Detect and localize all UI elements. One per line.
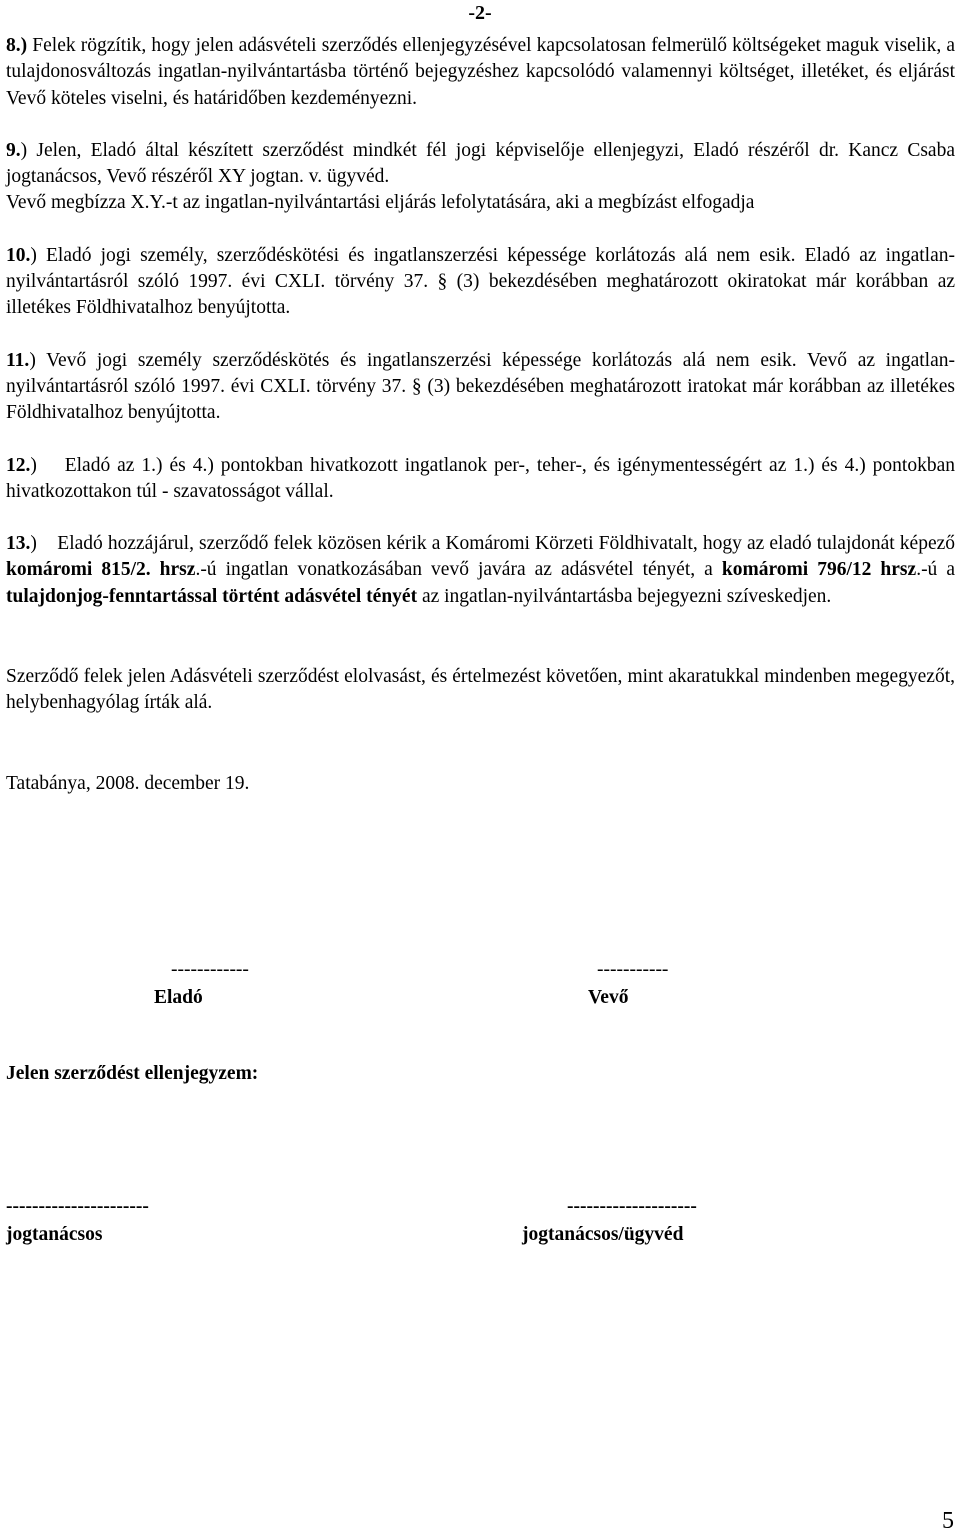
closing-text: Szerződő felek jelen Adásvételi szerződést elolvasást, és értelmezést követően, mint akaratukkal mindenben megegyezőt, helybenhagyólag írták alá. bbox=[6, 666, 955, 714]
paragraph-text: .-ú a bbox=[916, 559, 960, 581]
parcel-number-815: komáromi 815/2. hrsz bbox=[6, 559, 196, 581]
paragraph-text: az ingatlan-nyilvántartásba bejegyezni szíveskedjen. bbox=[417, 585, 832, 607]
paragraph-10 bbox=[6, 243, 955, 322]
signature-line: ------------ bbox=[171, 959, 249, 980]
paragraph-number: 12. bbox=[6, 454, 31, 476]
paragraph-number: 11. bbox=[6, 349, 30, 371]
paragraph-9-continuation bbox=[6, 190, 955, 216]
paragraph-text: ) Vevő jogi személy szerződéskötés és ingatlanszerzési képessége korlátozás alá nem esik. Vevő az ingatlan-nyilvántartásról szóló 1997. évi CXLI. törvény 37. § (3) bekezdésében meghatározott iratokat már korábban az illetékes Földhivatalhoz benyújtotta. bbox=[6, 349, 955, 424]
place-and-date bbox=[6, 771, 955, 797]
paragraph-number: 13. bbox=[6, 533, 31, 555]
closing-statement bbox=[6, 664, 955, 717]
countersign-heading-text: Jelen szerződést ellenjegyzem: bbox=[6, 1063, 259, 1084]
paragraph-text: ) Jelen, Eladó által készített szerződést mindkét fél jogi képviselője ellenjegyzi, Eladó részéről dr. Kancz Csaba jogtanácsos, Vevő részéről XY jogtan. v. ügyvéd. bbox=[6, 139, 955, 188]
paragraph-11 bbox=[6, 348, 955, 427]
paragraph-text: .-ú ingatlan vonatkozásában vevő javára az adásvétel tényét, a bbox=[195, 559, 722, 581]
buyer-signature bbox=[588, 956, 669, 1012]
paragraph-12 bbox=[6, 453, 960, 506]
counsel-right-label: jogtanácsos/ügyvéd bbox=[522, 1224, 684, 1245]
paragraph-text: Felek rögzítik, hogy jelen adásvételi szerződés ellenjegyzésével kapcsolatosan felmerülő költségeket maguk viselik, a tulajdonosváltozás ingatlan-nyilvántartásba történő bejegyzéshez kapcsolódó valamennyi költséget, illetéket, és eljárást Vevő köteles viselni, és határidőben kezdeményezni. bbox=[6, 35, 955, 109]
signature-line: ----------- bbox=[597, 959, 669, 980]
paragraph-number: 8.) bbox=[6, 35, 28, 56]
place-date-text: Tatabánya, 2008. december 19. bbox=[6, 772, 250, 794]
parcel-number-796: komáromi 796/12 hrsz bbox=[721, 559, 917, 581]
seller-label: Eladó bbox=[154, 987, 203, 1008]
page-number: 5 bbox=[942, 1508, 954, 1534]
buyer-label: Vevő bbox=[588, 987, 629, 1008]
paragraph-number: 9. bbox=[6, 139, 21, 161]
paragraph-9 bbox=[6, 138, 955, 191]
paragraph-text: Vevő megbízza X.Y.-t az ingatlan-nyilvántartási eljárás lefolytatására, aki a megbízást elfogadja bbox=[6, 192, 755, 214]
seller-signature bbox=[154, 956, 249, 1012]
paragraph-text: ) Eladó az 1.) és 4.) pontokban hivatkozott ingatlanok per-, teher-, és igénymentességért az 1.) és 4.) pontokban hivatkozottakon túl - szavatosságot vállal. bbox=[6, 454, 960, 502]
page-marker: -2- bbox=[468, 2, 492, 24]
counsel-left-label: jogtanácsos bbox=[6, 1224, 103, 1245]
signature-line: ---------------------- bbox=[6, 1196, 149, 1217]
paragraph-8 bbox=[6, 33, 955, 112]
signature-line: -------------------- bbox=[567, 1196, 697, 1217]
countersign-heading bbox=[6, 1060, 258, 1088]
paragraph-13 bbox=[6, 531, 960, 610]
counsel-left-signature bbox=[6, 1193, 149, 1249]
paragraph-number: 10. bbox=[6, 244, 31, 266]
paragraph-text: ) Eladó hozzájárul, szerződő felek közösen kérik a Komáromi Körzeti Földhivatalt, hogy az eladó tulajdonát képező bbox=[30, 533, 960, 555]
retention-of-title-phrase: tulajdonjog-fenntartással történt adásvétel tényét bbox=[6, 585, 418, 607]
counsel-right-signature bbox=[522, 1193, 697, 1249]
paragraph-text: ) Eladó jogi személy, szerződéskötési és ingatlanszerzési képessége korlátozás alá nem esik. Eladó az ingatlan-nyilvántartásról szóló 1997. évi CXLI. törvény 37. § (3) bekezdésében meghatározott okiratokat már korábban az illetékes Földhivatalhoz benyújtotta. bbox=[6, 244, 955, 319]
document-body bbox=[6, 33, 960, 797]
